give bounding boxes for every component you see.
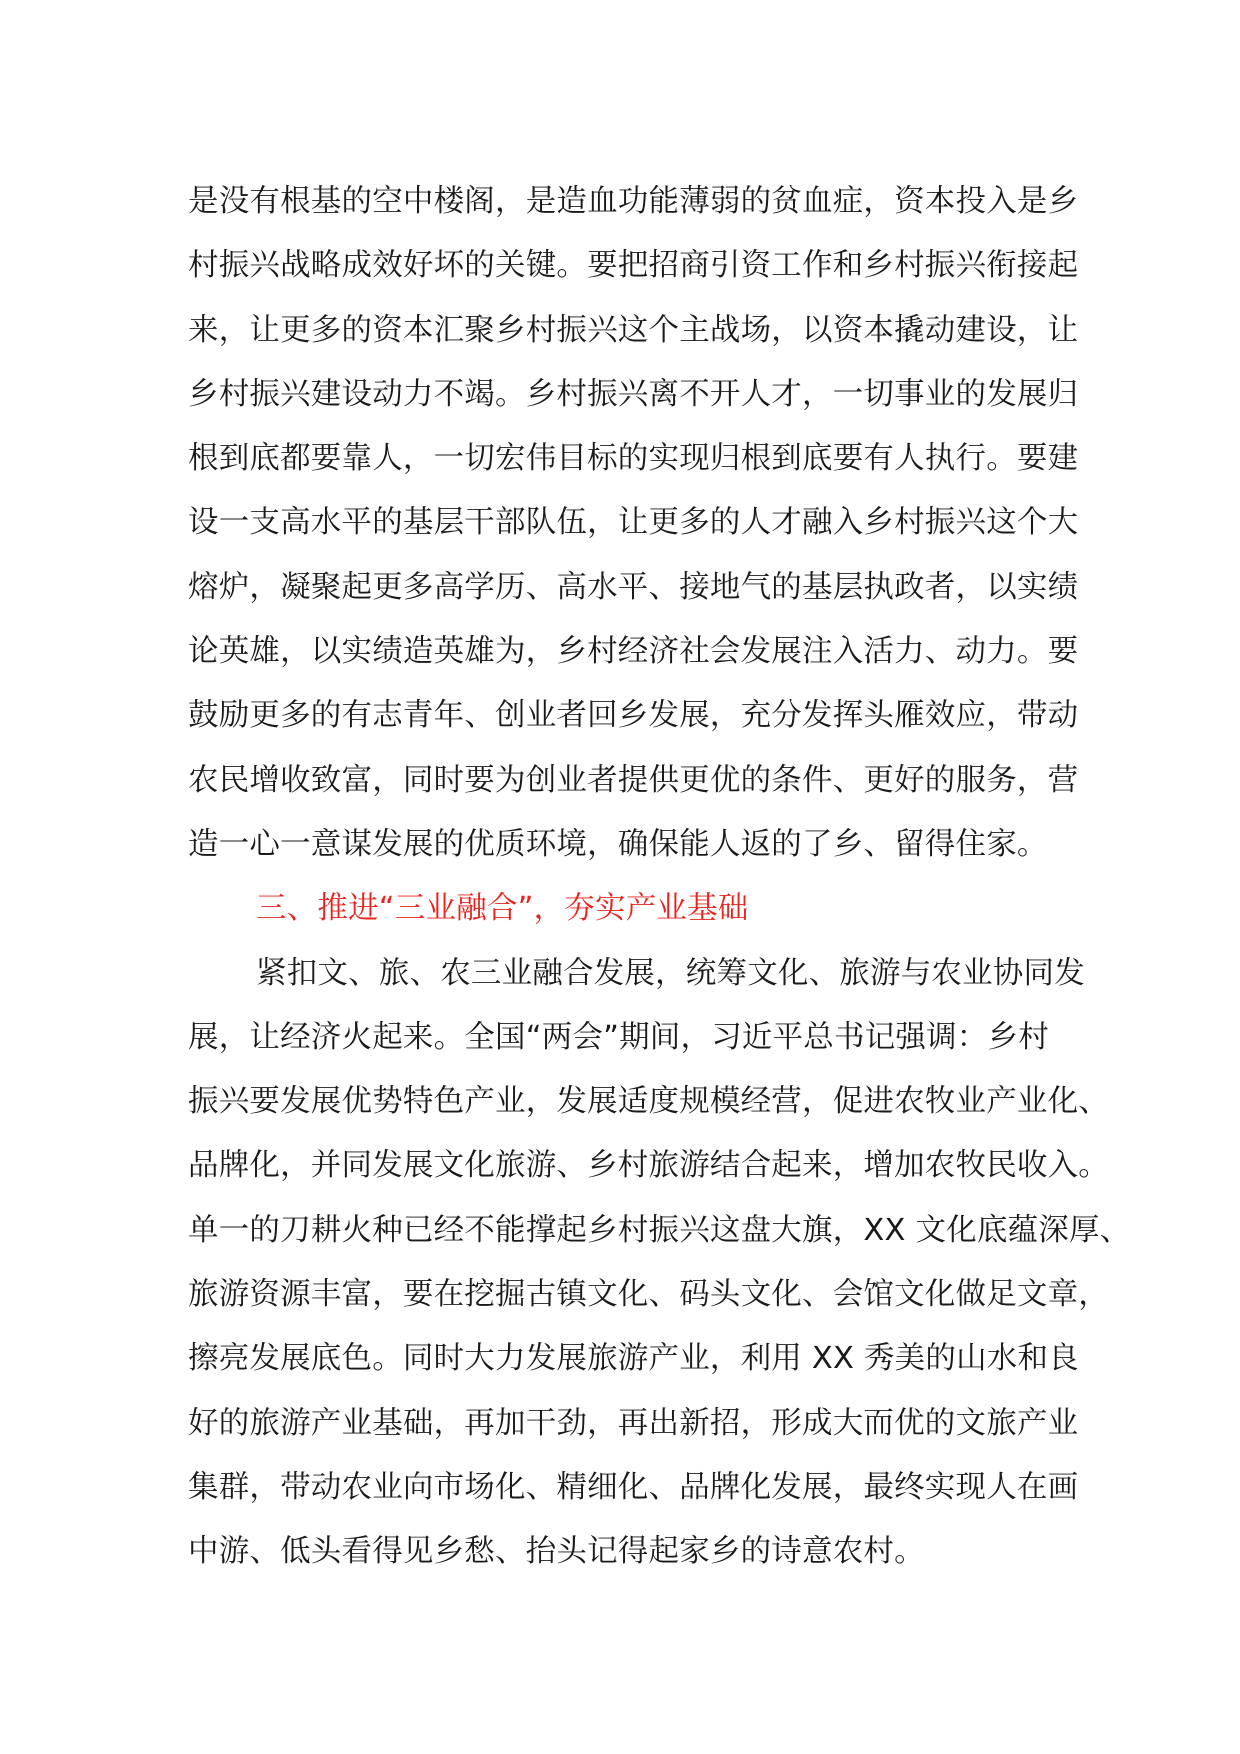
text-line: 熔炉，凝聚起更多高学历、高水平、接地气的基层执政者，以实绩 <box>188 569 1079 605</box>
text-line: 是没有根基的空中楼阁，是造血功能薄弱的贫血症，资本投入是乡 <box>188 184 1079 219</box>
document-page <box>188 170 1131 1585</box>
text-line: 擦亮发展底色。同时大力发展旅游产业，利用 XX 秀美的山水和良 <box>188 1341 1079 1377</box>
paragraph-section-three <box>188 942 1131 1585</box>
text-line: 集群，带动农业向市场化、精细化、品牌化发展，最终实现人在画 <box>188 1469 1079 1505</box>
text-line: 设一支高水平的基层干部队伍，让更多的人才融入乡村振兴这个大 <box>188 505 1079 541</box>
text-line: 根到底都要靠人，一切宏伟目标的实现归根到底要有人执行。要建 <box>188 441 1079 477</box>
section-heading: 三、推进“三业融合”，夯实产业基础 <box>256 891 749 927</box>
paragraph-continuation <box>188 170 1088 877</box>
text-line: 展，让经济火起来。全国“两会”期间，习近平总书记强调：乡村 <box>188 1019 1049 1055</box>
text-line: 中游、低头看得见乡愁、抬头记得起家乡的诗意农村。 <box>188 1534 925 1570</box>
text-line: 来，让更多的资本汇聚乡村振兴这个主战场，以资本撬动建设，让 <box>188 312 1079 348</box>
text-line: 鼓励更多的有志青年、创业者回乡发展，充分发挥头雁效应，带动 <box>188 698 1079 734</box>
text-line: 品牌化，并同发展文化旅游、乡村旅游结合起来，增加农牧民收入。 <box>188 1148 1109 1184</box>
text-line: 农民增收致富，同时要为创业者提供更优的条件、更好的服务，营 <box>188 762 1079 798</box>
text-line: 单一的刀耕火种已经不能撑起乡村振兴这盘大旗，XX 文化底蕴深厚、 <box>188 1212 1131 1248</box>
text-line: 旅游资源丰富，要在挖掘古镇文化、码头文化、会馆文化做足文章， <box>188 1277 1109 1313</box>
text-line: 紧扣文、旅、农三业融合发展，统筹文化、旅游与农业协同发 <box>256 955 1085 991</box>
text-line: 乡村振兴建设动力不竭。乡村振兴离不开人才，一切事业的发展归 <box>188 376 1079 412</box>
text-line: 村振兴战略成效好坏的关键。要把招商引资工作和乡村振兴衔接起 <box>188 248 1079 284</box>
text-line: 造一心一意谋发展的优质环境，确保能人返的了乡、留得住家。 <box>188 826 1048 862</box>
text-line: 好的旅游产业基础，再加干劲，再出新招，形成大而优的文旅产业 <box>188 1405 1079 1441</box>
text-line: 论英雄，以实绩造英雄为，乡村经济社会发展注入活力、动力。要 <box>188 634 1079 670</box>
text-line: 振兴要发展优势特色产业，发展适度规模经营，促进农牧业产业化、 <box>188 1084 1109 1120</box>
